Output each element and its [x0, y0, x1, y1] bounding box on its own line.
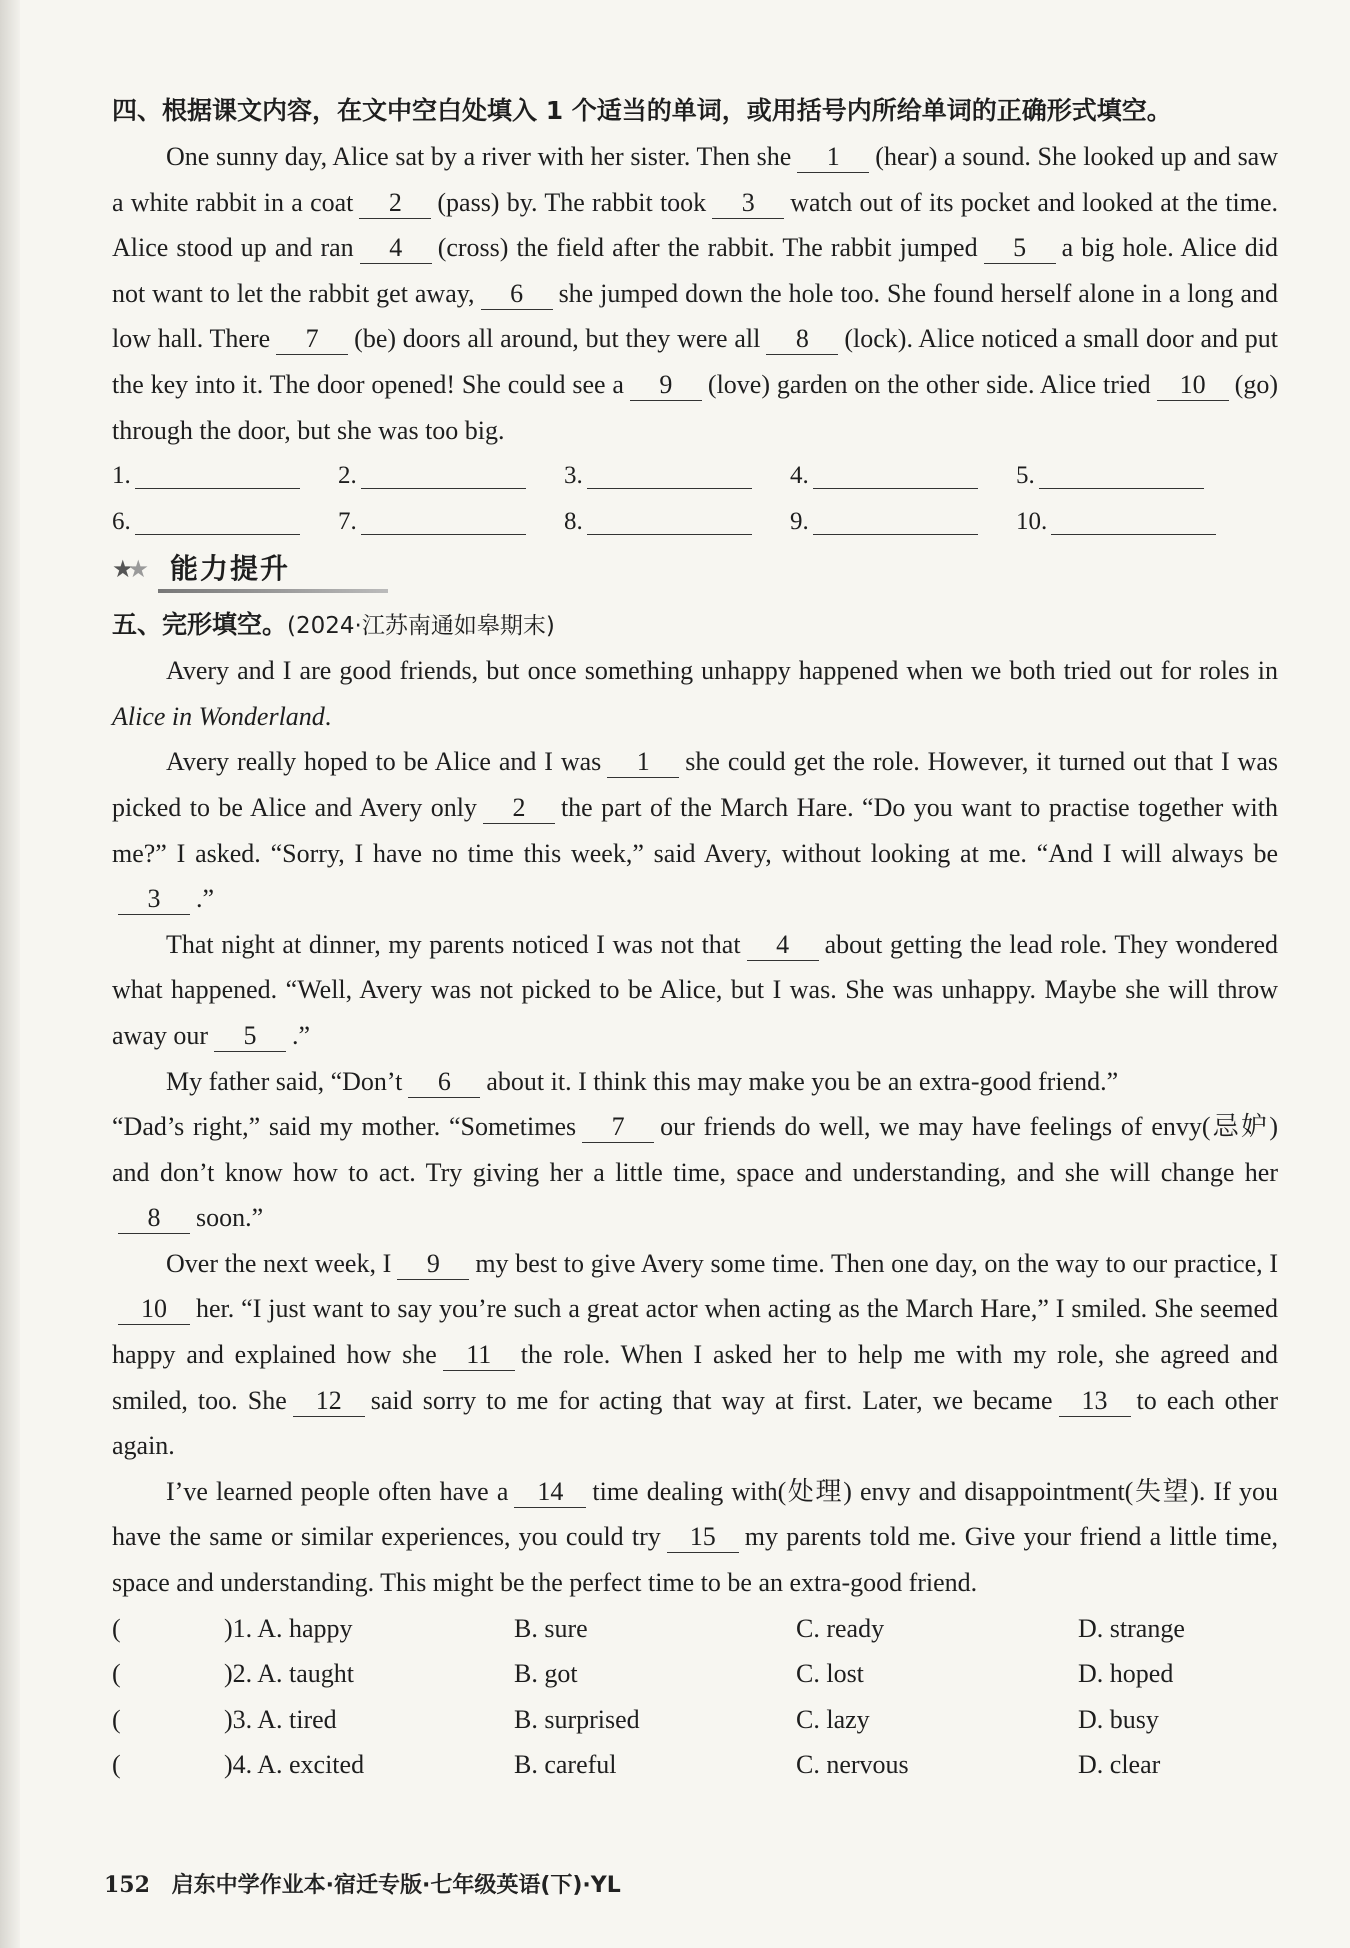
passage-text: about it. I think this may make you be an extra-good friend.”: [486, 1066, 1119, 1096]
cloze-blank-15: 15: [667, 1522, 739, 1553]
answer-label: 9.: [790, 508, 809, 536]
answer-label: 4.: [790, 462, 809, 490]
passage-text: time dealing with(处理) envy and disappointment(失望). If you have the same or similar experiences, you could try: [112, 1476, 1278, 1552]
passage-text: her. “I just want to say you’re such a great actor when acting as the March Hare,” I smiled. She seemed happy and explained how she: [112, 1294, 1278, 1370]
passage-text: (pass) by. The rabbit took: [437, 187, 707, 217]
option-d[interactable]: D. hoped: [1078, 1659, 1174, 1689]
passage-text: she could get the role. However, it turned out that I was picked to be Alice and Avery only: [112, 747, 1278, 822]
option-d[interactable]: D. strange: [1078, 1613, 1185, 1643]
passage-text: said sorry to me for acting that way at first. Later, we became: [370, 1385, 1053, 1415]
option-a[interactable]: )4. A. excited: [224, 1750, 365, 1780]
option-row-4: [112, 1742, 1278, 1788]
passage-text: .”: [196, 884, 215, 914]
cloze-blank-2: 2: [483, 793, 555, 824]
cloze-blank-11: 11: [443, 1340, 515, 1371]
cloze-blank-4: 4: [747, 930, 819, 961]
answer-slot-7[interactable]: [338, 499, 564, 545]
passage-text: .”: [292, 1020, 311, 1050]
answer-slot-8[interactable]: [564, 499, 790, 545]
passage-text: to each other again.: [112, 1385, 1278, 1461]
option-c[interactable]: C. ready: [796, 1613, 885, 1643]
answer-slot-3[interactable]: [564, 453, 790, 499]
answer-label: 8.: [564, 508, 583, 536]
passage-text: Over the next week, I: [166, 1248, 392, 1278]
answer-label: 6.: [112, 508, 131, 536]
cloze-blank-6: 6: [408, 1067, 480, 1098]
option-d[interactable]: D. clear: [1078, 1750, 1161, 1780]
answer-line[interactable]: [135, 506, 300, 535]
answer-label: 5.: [1016, 462, 1035, 490]
answer-paren[interactable]: (: [112, 1613, 121, 1643]
option-a[interactable]: )1. A. happy: [224, 1613, 353, 1643]
passage-text: .: [324, 701, 332, 731]
passage-text: One sunny day, Alice sat by a river with her sister. Then she: [166, 142, 792, 171]
section5-title: 五、完形填空。: [112, 610, 288, 640]
banner-underline: [158, 589, 388, 593]
option-b[interactable]: B. sure: [514, 1613, 588, 1643]
section5-paragraph-6: [112, 1241, 1278, 1469]
answer-line[interactable]: [813, 460, 978, 489]
cloze-blank-8: 8: [118, 1203, 190, 1234]
section5-paragraph-1: [112, 648, 1278, 739]
passage-text: My father said, “Don’t: [166, 1066, 403, 1096]
ability-banner: [112, 547, 1278, 595]
cloze-blank-12: 12: [293, 1386, 365, 1417]
section5-paragraph-7: [112, 1469, 1278, 1606]
blank-5: 5: [984, 233, 1056, 264]
page-number: 152: [104, 1872, 150, 1898]
passage-text: she jumped down the hole too. She found herself alone in a long and low hall. There: [112, 278, 1278, 354]
blank-2: 2: [359, 188, 431, 219]
answer-label: 1.: [112, 462, 131, 490]
answer-line[interactable]: [587, 506, 752, 535]
answer-slot-1[interactable]: [112, 453, 338, 499]
passage-text: the role. When I asked her to help me with my role, she agreed and smiled, too. She: [112, 1340, 1278, 1415]
cloze-blank-9: 9: [397, 1249, 469, 1280]
section5-source: (2024·江苏南通如皋期末): [287, 613, 555, 640]
blank-1: 1: [797, 142, 869, 173]
star-icon: ★★: [112, 555, 144, 584]
answer-line[interactable]: [1051, 506, 1216, 535]
answer-line[interactable]: [587, 460, 752, 489]
banner-title: 能力提升: [170, 552, 291, 586]
option-row-1: [112, 1606, 1278, 1652]
cloze-blank-14: 14: [514, 1477, 586, 1508]
passage-text: (hear) a sound. She looked up and saw a white rabbit in a coat: [112, 142, 1279, 217]
option-b[interactable]: B. careful: [514, 1750, 617, 1780]
passage-text: I’ve learned people often have a: [166, 1476, 509, 1506]
page-content: [112, 88, 1278, 1788]
blank-6: 6: [481, 279, 553, 310]
answer-slot-9[interactable]: [790, 499, 1016, 545]
passage-text: a big hole. Alice did not want to let the rabbit get away,: [112, 233, 1278, 308]
option-b[interactable]: B. got: [514, 1659, 578, 1689]
section5-paragraph-4: [112, 1059, 1278, 1105]
answer-paren[interactable]: (: [112, 1659, 121, 1689]
cloze-blank-7: 7: [582, 1112, 654, 1143]
passage-text: (love) garden on the other side. Alice tried: [707, 369, 1151, 399]
answer-lines: [112, 453, 1278, 545]
answer-slot-5[interactable]: [1016, 453, 1242, 499]
section5-paragraph-3: [112, 922, 1278, 1059]
option-b[interactable]: B. surprised: [514, 1704, 640, 1734]
passage-text: Avery and I are good friends, but once something unhappy happened when we both tried out for roles in: [166, 656, 1278, 686]
answer-slot-10[interactable]: [1016, 499, 1242, 545]
option-row-3: [112, 1697, 1278, 1743]
passage-text: my best to give Avery some time. Then one day, on the way to our practice, I: [475, 1248, 1278, 1278]
option-c[interactable]: C. lost: [796, 1659, 864, 1689]
option-row-2: [112, 1651, 1278, 1697]
option-d[interactable]: D. busy: [1078, 1704, 1159, 1734]
section5-heading: [112, 603, 1278, 648]
blank-7: 7: [276, 324, 348, 355]
passage-text: our friends do well, we may have feelings of envy(忌妒) and don’t know how to act. Try giving her a little time, space and understanding, and she will change her: [112, 1112, 1278, 1187]
blank-10: 10: [1157, 370, 1229, 401]
answer-label: 3.: [564, 462, 583, 490]
section4-passage: [112, 134, 1278, 453]
answer-slot-2[interactable]: [338, 453, 564, 499]
answer-slot-6[interactable]: [112, 499, 338, 545]
option-a[interactable]: )2. A. taught: [224, 1659, 354, 1689]
blank-9: 9: [630, 370, 702, 401]
option-a[interactable]: )3. A. tired: [224, 1704, 337, 1734]
option-c[interactable]: C. nervous: [796, 1750, 909, 1780]
answer-label: 2.: [338, 462, 357, 490]
blank-4: 4: [360, 233, 432, 264]
answer-paren[interactable]: (: [112, 1750, 121, 1780]
answer-paren[interactable]: (: [112, 1704, 121, 1734]
section5-paragraph-2: [112, 739, 1278, 921]
answer-line[interactable]: [813, 506, 978, 535]
passage-text: about getting the lead role. They wondered what happened. “Well, Avery was not picked to be Alice, but I was. She was unhappy. Maybe she will throw away our: [112, 929, 1279, 1050]
cloze-blank-10: 10: [118, 1294, 190, 1325]
section5-paragraph-5: [112, 1104, 1278, 1241]
answer-line[interactable]: [135, 460, 300, 489]
passage-text: (lock). Alice noticed a small door and put the key into it. The door opened! She could see a: [112, 324, 1278, 399]
passage-text: watch out of its pocket and looked at the time. Alice stood up and ran: [112, 187, 1278, 263]
passage-text: the part of the March Hare. “Do you want to practise together with me?” I asked. “Sorry, I have no time this week,” said Avery, without looking at me. “And I will always be: [112, 792, 1278, 868]
page-edge-shadow: [0, 0, 20, 1948]
cloze-blank-3: 3: [118, 884, 190, 915]
passage-text: Avery really hoped to be Alice and I was: [166, 747, 602, 777]
answer-line[interactable]: [1039, 460, 1204, 489]
passage-text: (go) through the door, but she was too big.: [112, 369, 1278, 445]
passage-text: That night at dinner, my parents noticed I was not that: [166, 929, 741, 959]
answer-line[interactable]: [361, 460, 526, 489]
option-c[interactable]: C. lazy: [796, 1704, 870, 1734]
answer-label: 10.: [1016, 508, 1048, 536]
answer-options: [112, 1606, 1278, 1788]
answer-label: 7.: [338, 508, 357, 536]
book-title: Alice in Wonderland: [112, 701, 325, 731]
answer-line[interactable]: [361, 506, 526, 535]
page-footer: [104, 1868, 621, 1899]
blank-8: 8: [766, 324, 838, 355]
cloze-blank-13: 13: [1059, 1386, 1131, 1417]
answer-slot-4[interactable]: [790, 453, 1016, 499]
cloze-blank-1: 1: [607, 747, 679, 778]
passage-text: (be) doors all around, but they were all: [354, 324, 761, 354]
footer-text: 启东中学作业本·宿迁专版·七年级英语(下)·YL: [171, 1873, 621, 1898]
blank-3: 3: [712, 188, 784, 219]
section4-heading: 四、根据课文内容，在文中空白处填入 1 个适当的单词，或用括号内所给单词的正确形式填空。: [112, 96, 1172, 125]
passage-text: my parents told me. Give your friend a little time, space and understanding. This might be the perfect time to be an extra-good friend.: [112, 1522, 1279, 1598]
passage-text: (cross) the field after the rabbit. The rabbit jumped: [437, 233, 978, 263]
passage-text: “Dad’s right,” said my mother. “Sometimes: [112, 1112, 577, 1142]
cloze-blank-5: 5: [214, 1021, 286, 1052]
passage-text: soon.”: [196, 1203, 264, 1233]
